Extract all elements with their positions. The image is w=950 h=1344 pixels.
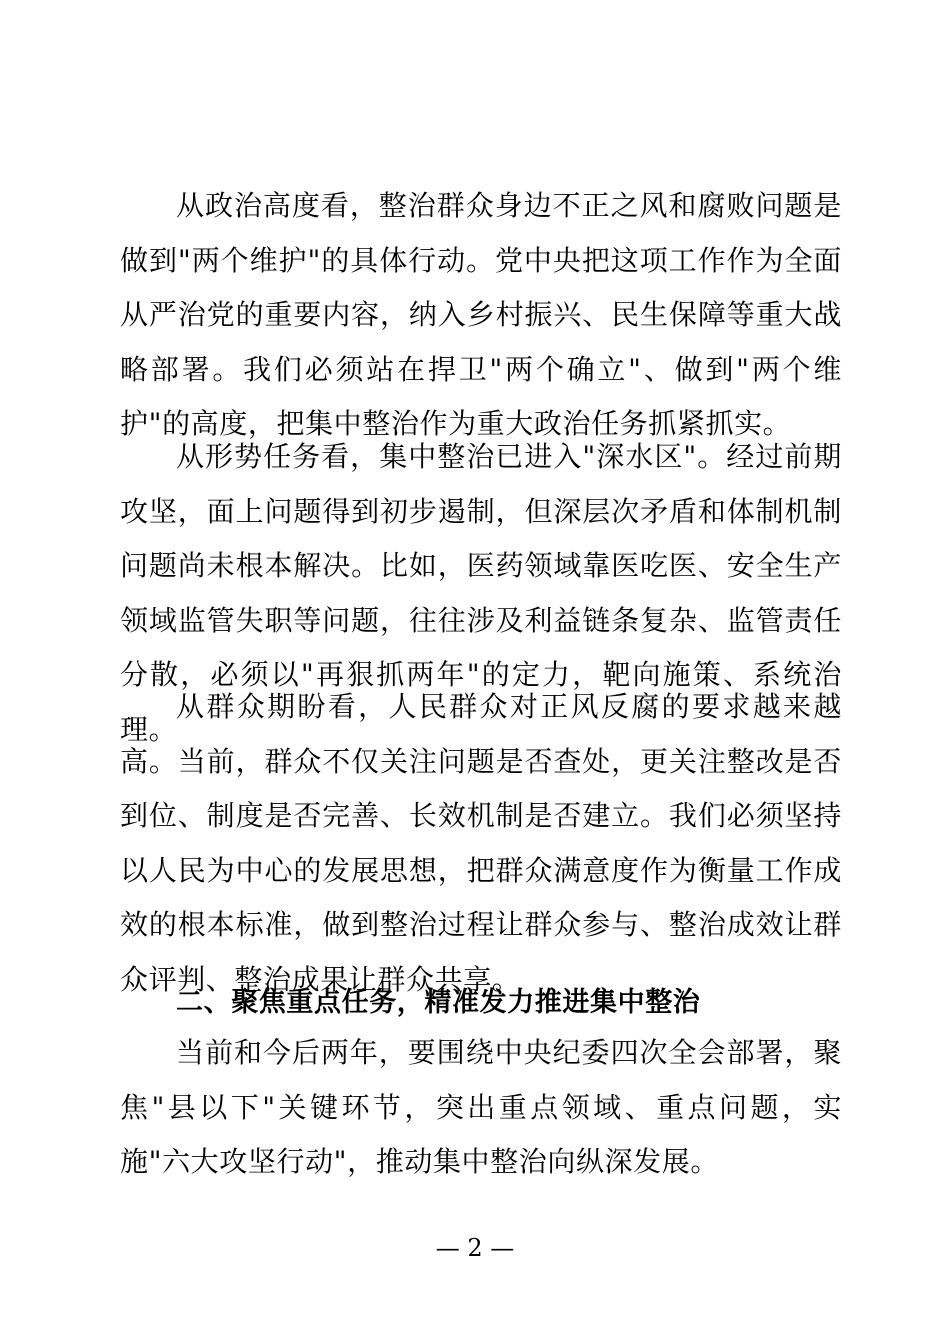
paragraph-public-expectation: 从群众期盼看，人民群众对正风反腐的要求越来越高。当前，群众不仅关注问题是否查处，更关注整改是否到位、制度是否完善、长效机制是否建立。我们必须坚持以人民为中心的发展思想，把群众满意度作为衡量工作成效的根本标准，做到整治过程让群众参与、整治成效让群众评判、整治成果让群众共享。 bbox=[120, 690, 842, 996]
paragraph-situation-tasks: 从形势任务看，集中整治已进入"深水区"。经过前期攻坚，面上问题得到初步遏制，但深层次矛盾和体制机制问题尚未根本解决。比如，医药领域靠医吃医、安全生产领域监管失职等问题，往往涉及利益链条复杂、监管责任分散，必须以"再狠抓两年"的定力，靶向施策、系统治理。 bbox=[120, 440, 842, 746]
paragraph-political-height: 从政治高度看，整治群众身边不正之风和腐败问题是做到"两个维护"的具体行动。党中央把这项工作作为全面从严治党的重要内容，纳入乡村振兴、民生保障等重大战略部署。我们必须站在捍卫"两个确立"、做到"两个维护"的高度，把集中整治作为重大政治任务抓紧抓实。 bbox=[120, 189, 842, 440]
section-heading: 二、聚焦重点任务，精准发力推进集中整治 bbox=[176, 987, 701, 1018]
paragraph-closing: 当前和今后两年，要围绕中央纪委四次全会部署，聚焦"县以下"关键环节，突出重点领域、重点问题，实施"六大攻坚行动"，推动集中整治向纵深发展。 bbox=[120, 1036, 842, 1178]
page-number: — 2 — bbox=[435, 1234, 515, 1262]
